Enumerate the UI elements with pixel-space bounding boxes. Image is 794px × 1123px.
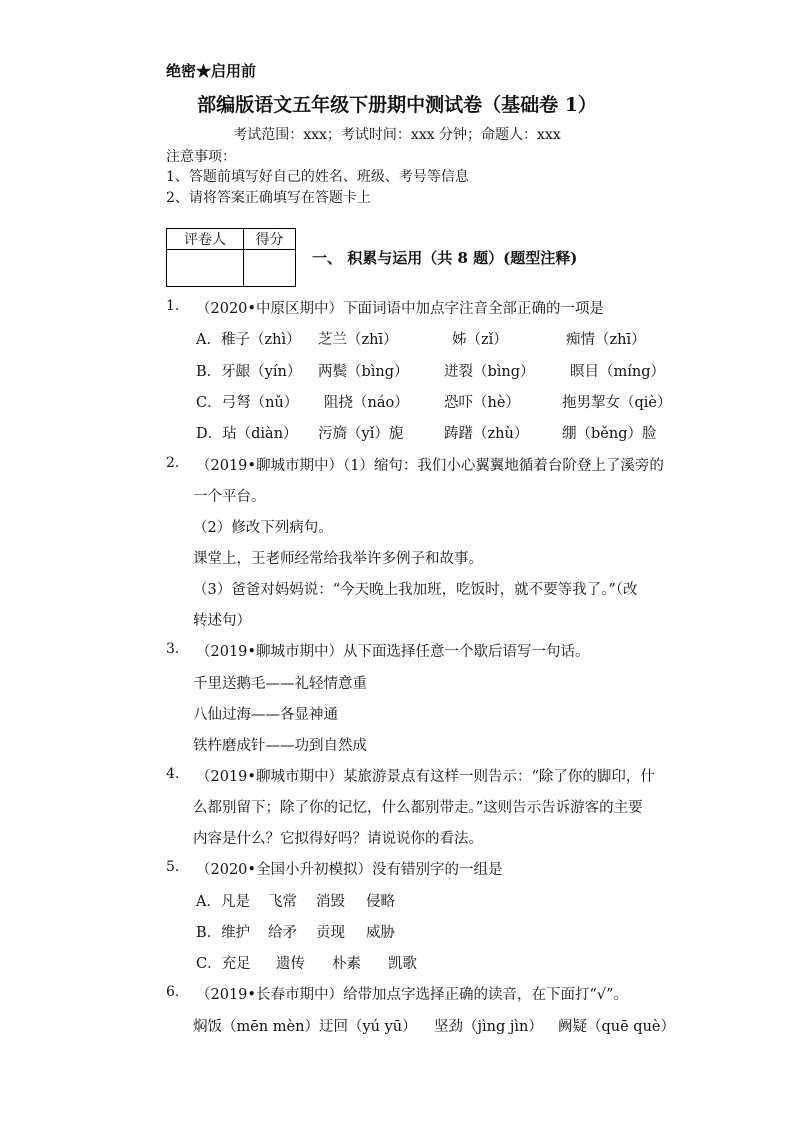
page-title: 部编版语文五年级下册期中测试卷（基础卷 1） xyxy=(197,94,597,116)
question-number: 3. xyxy=(166,641,180,657)
question-line: 课堂上，王老师经常给我举许多例子和故事。 xyxy=(193,551,483,567)
question-number: 4. xyxy=(166,766,180,782)
option-b-word: 两鬓（bìng） xyxy=(318,364,409,380)
notes-heading: 注意事项： xyxy=(166,149,236,165)
question-line: 么都别留下；除了你的记忆，什么都别带走。”这则告示告诉游客的主要 xyxy=(193,800,643,816)
question-number: 6. xyxy=(166,984,180,1000)
option-a-word: 姊（zǐ） xyxy=(452,332,508,348)
exam-info: 考试范围：xxx；考试时间：xxx 分钟；命题人：xxx xyxy=(233,127,561,143)
notes-item: 2、请将答案正确填写在答题卡上 xyxy=(166,190,371,206)
option-b-word: 威胁 xyxy=(366,925,395,941)
option-c-word: 恐吓（hè） xyxy=(444,395,520,411)
option-a-word: A．稚子（zhì） xyxy=(196,332,301,348)
option-d-word: 污旖（yǐ）旎 xyxy=(318,426,404,442)
question-number: 2. xyxy=(166,455,180,471)
option-d-word: D．玷（diàn） xyxy=(196,426,298,442)
option-b-word: 贡现 xyxy=(316,925,345,941)
option-a-word: 芝兰（zhī） xyxy=(318,332,398,348)
score-table xyxy=(166,228,296,287)
option-b-word: 给矛 xyxy=(268,925,297,941)
question-line: 坚劲（jìng jìn） xyxy=(434,1019,543,1035)
option-c-word: C．弓弩（nǔ） xyxy=(196,395,299,411)
question-line: 铁杵磨成针——功到自然成 xyxy=(193,738,367,754)
option-a-word: 侵略 xyxy=(366,894,395,910)
option-b-word: B．维护 xyxy=(196,925,251,941)
question-line: 焖饭（mēn mèn）迂回（yú yū） xyxy=(193,1019,417,1035)
option-b-word: 瞑目（míng） xyxy=(570,364,666,380)
notes-item: 1、答题前填写好自己的姓名、班级、考号等信息 xyxy=(166,169,469,185)
option-c-word: C．充足 xyxy=(196,956,251,972)
option-c-word: 阻挠（náo） xyxy=(324,395,409,411)
question-line: 转述句） xyxy=(193,613,251,629)
question-number: 1. xyxy=(166,298,180,314)
option-c-word: 遗传 xyxy=(276,956,305,972)
question-line: 千里送鹅毛——礼轻情意重 xyxy=(193,676,367,692)
question-text: （2020•全国小升初模拟）没有错别字的一组是 xyxy=(196,862,503,878)
question-text: （2019•聊城市期中）从下面选择任意一个歇后语写一句话。 xyxy=(196,644,590,660)
option-d-word: 踌躇（zhù） xyxy=(444,426,529,442)
option-a-word: 消毁 xyxy=(316,894,345,910)
question-line: 一个平台。 xyxy=(193,489,266,505)
option-a-word: A．凡是 xyxy=(196,894,250,910)
score-table-header-score: 得分 xyxy=(244,229,296,250)
option-b-word: B．牙龈（yín） xyxy=(196,364,302,380)
question-line: 八仙过海——各显神通 xyxy=(193,707,338,723)
option-a-word: 痴情（zhī） xyxy=(566,332,646,348)
question-text: （2020•中原区期中）下面词语中加点字注音全部正确的一项是 xyxy=(196,301,604,317)
question-text: （2019•聊城市期中）某旅游景点有这样一则告示：“除了你的脚印，什 xyxy=(196,769,655,785)
question-line: 阙疑（quē què） xyxy=(558,1019,676,1035)
question-text: （2019•长春市期中）给带加点字选择正确的读音，在下面打“√”。 xyxy=(196,987,629,1003)
question-line: （3）爸爸对妈妈说：“今天晚上我加班，吃饭时，就不要等我了。”（改 xyxy=(193,582,638,598)
score-cell[interactable] xyxy=(244,250,296,287)
question-line: 内容是什么？它拟得好吗？请说说你的看法。 xyxy=(193,831,483,847)
option-c-word: 拖男挈女（qiè） xyxy=(562,395,672,411)
grader-cell[interactable] xyxy=(167,250,244,287)
question-number: 5. xyxy=(166,859,180,875)
option-a-word: 飞常 xyxy=(268,894,297,910)
section-title: 一、 积累与运用（共 8 题）(题型注释) xyxy=(312,249,578,267)
option-d-word: 绷（běng）脸 xyxy=(562,426,657,442)
option-c-word: 凯歌 xyxy=(388,956,417,972)
option-b-word: 迸裂（bìng） xyxy=(444,364,535,380)
confidential-label: 绝密★启用前 xyxy=(166,62,257,80)
score-table-header-grader: 评卷人 xyxy=(167,229,244,250)
option-c-word: 朴素 xyxy=(332,956,361,972)
question-text: （2019•聊城市期中）（1）缩句：我们小心翼翼地循着台阶登上了溪旁的 xyxy=(196,458,664,474)
question-line: （2）修改下列病句。 xyxy=(193,520,333,536)
